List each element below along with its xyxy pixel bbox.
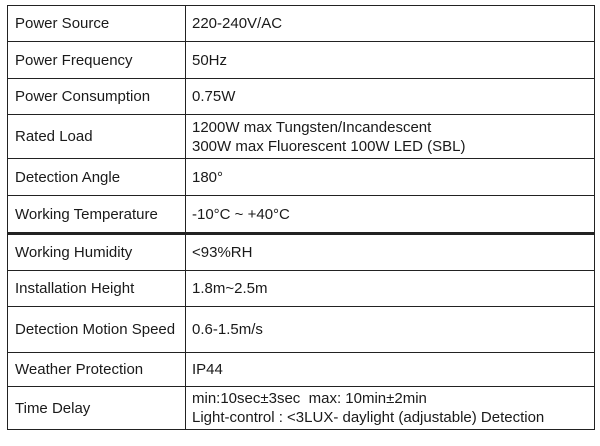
spec-value	[186, 42, 595, 79]
spec-row-power-consumption	[8, 79, 595, 115]
spec-value-line: 0.6-1.5m/s	[192, 321, 263, 338]
spec-value	[186, 353, 595, 387]
spec-value-line: -10°C ~ +40°C	[192, 205, 290, 223]
spec-value	[186, 387, 595, 430]
spec-value-line: 0.75W	[192, 88, 236, 105]
spec-value	[186, 115, 595, 159]
spec-label: Power Frequency	[8, 42, 186, 79]
spec-label: Time Delay	[8, 387, 186, 430]
spec-label: Working Temperature	[8, 196, 186, 234]
spec-value-line: 50Hz	[192, 51, 228, 69]
spec-row-power-frequency	[8, 42, 595, 79]
spec-label: Rated Load	[8, 115, 186, 159]
spec-value-line: 180°	[192, 168, 224, 186]
spec-value	[186, 6, 595, 42]
spec-row-weather-protection	[8, 353, 595, 387]
spec-value-line: min:10sec±3sec max: 10min±2min	[192, 390, 427, 407]
spec-value	[186, 234, 595, 271]
spec-value	[186, 159, 595, 196]
spec-row-working-humidity	[8, 234, 595, 271]
spec-label: Power Consumption	[8, 79, 186, 115]
spec-value-line: 300W max Fluorescent 100W LED (SBL)	[192, 137, 466, 155]
spec-row-working-temperature	[8, 196, 595, 234]
spec-label: Power Source	[8, 6, 186, 42]
spec-row-power-source	[8, 6, 595, 42]
spec-label: Weather Protection	[8, 353, 186, 387]
specification-table	[7, 5, 595, 430]
spec-label: Detection Angle	[8, 159, 186, 196]
spec-value-line: 1.8m~2.5m	[192, 280, 268, 297]
spec-value-line: Light-control : <3LUX- daylight (adjustable) Detection	[192, 409, 545, 426]
spec-label: Working Humidity	[8, 234, 186, 271]
spec-row-installation-height	[8, 271, 595, 307]
spec-value	[186, 196, 595, 234]
spec-label: Installation Height	[8, 271, 186, 307]
spec-row-rated-load	[8, 115, 595, 159]
spec-value-line: 1200W max Tungsten/Incandescent	[192, 118, 432, 136]
spec-value-line: 220-240V/AC	[192, 15, 283, 32]
spec-value	[186, 79, 595, 115]
spec-row-detection-motion-speed	[8, 307, 595, 353]
spec-value	[186, 307, 595, 353]
spec-row-time-delay	[8, 387, 595, 430]
spec-value-line: <93%RH	[192, 244, 253, 261]
spec-label: Detection Motion Speed	[8, 307, 186, 353]
spec-value	[186, 271, 595, 307]
spec-value-line: IP44	[192, 361, 223, 378]
spec-row-detection-angle	[8, 159, 595, 196]
